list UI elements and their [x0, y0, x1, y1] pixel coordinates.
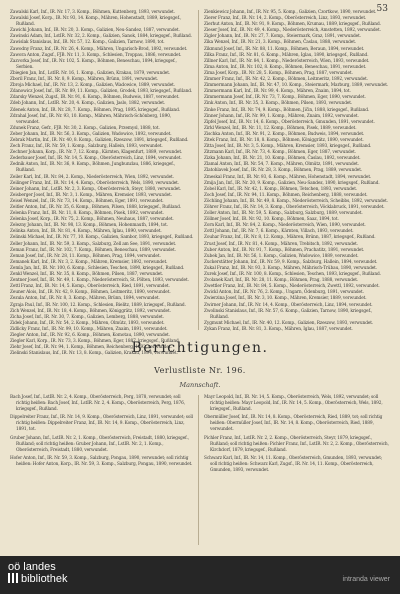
corrections-left — [10, 395, 195, 550]
list-entry: Zilka Franz, Inf., IR. Nr. 81, 6. Komp., Mähren, Iglau, 1890, kriegsgef., Rußland. — [204, 52, 369, 58]
list-entry: Zelezny Johann, Inf., IR. Nr. 98, 13. Komp., Böhmen, Hohenmauth, 1894, tot. — [10, 223, 168, 229]
list-entry: Zemla Jan, Inf., IR. Nr. 100, 6. Komp., Schlesien, Teschen, 1890, kriegsgef., Rußland. — [10, 265, 185, 271]
list-entry: Zeman Josef, Inf., IR. Nr. 28, 11. Komp., Böhmen, Prag, 1894, verwundet. — [10, 253, 161, 259]
list-entry: Zierer Franz, Inf., IR. Nr. 14, 2. Komp., Oberösterreich, Linz, 1893, verwundet. — [204, 16, 367, 22]
list-entry: Zmija Jan, Inf., IR. Nr. 20, 9. Komp., Galizien, Neu-Sandez, 1890, kriegsgef., Rußland. — [204, 180, 380, 186]
list-entry: Zinner Johann, Inf., IR. Nr. 99, 1. Komp., Mähren, Znaim, 1892, verwundet. — [204, 113, 359, 119]
list-entry: Zeber Johann, Inf., IR. Nr. 56, 3. Komp., Galizien, Wadowice, 1892, verwundet. — [10, 131, 172, 137]
list-entry: Zobel Karl, Inf., IR. Nr. 42, 1. Komp., Böhmen, Tetschen, 1893, verwundet. — [204, 186, 358, 192]
list-entry: Zierhut Anton, Inf., IR. Nr. 91, 9. Komp., Böhmen, Krumau, 1889, kriegsgef., Rußland. — [204, 22, 381, 28]
section-heading: Berichtigungen. — [131, 340, 269, 356]
list-entry: Zawora Anton, Zugsf., FJB. Nr. 11, 3. Komp., Schlesien, Troppau, 1886, verwundet. — [10, 52, 182, 58]
list-entry: Zelinka Anton, Inf., IR. Nr. 81, 4. Komp., Mähren, Iglau, 1890, verwundet. — [10, 229, 162, 235]
list-entry: Zeiler Karl, Inf., IR. Nr. 84, 2. Komp., Niederösterreich, Wien, 1892, verwundet. — [10, 174, 174, 180]
list-entry: Zawodny Franz, Inf., IR. Nr. 26, 4. Komp., Mähren, Ungarisch-Brod, 1892, verwundet. — [10, 46, 188, 52]
list-entry: Zelenka Josef, Korp., IR. Nr. 75, 2. Komp., Böhmen, Neuhaus, 1887, verwundet. — [10, 217, 174, 223]
list-entry: Zykan Franz, Inf., IR. Nr. 81, 3. Komp., Mähren, Iglau, 1887, verwundet. — [204, 326, 353, 332]
section-label: Mannschaft. — [179, 381, 221, 389]
list-entry: Zwolinski Stanislaus, Inf., IR. Nr. 57, 6. Komp., Galizien, Tarnow, 1890, kriegsgef., Rußland. — [204, 308, 373, 320]
list-entry: Zederbauer Josef, Inf., IR. Nr. 14, 5. Komp., Oberösterreich, Linz, 1894, verwundet. — [10, 156, 182, 162]
list-entry: Zischka Anton, Inf., IR. Nr. 91, 2. Komp., Böhmen, Budweis, 1894, verwundet. — [204, 131, 365, 137]
list-entry: Zdenek Anton, Inf., IR. Nr. 28, 7. Komp., Böhmen, Prag, 1895, kriegsgef., Rußland. — [10, 107, 180, 113]
list-entry: Zitzmann Karl, Inf., IR. Nr. 73, 4. Komp., Böhmen, Eger, 1887, verwundet. — [204, 150, 356, 156]
list-entry: Zimmermann Johann, Inf., IR. Nr. 47, 10. Komp., Steiermark, Marburg, 1889, verwundet. — [204, 83, 389, 89]
corrections-right — [204, 395, 390, 550]
list-entry: Zorn Karl, Inf., IR. Nr. 84, 2. Komp., Niederösterreich, Wien, 1890, verwundet. — [204, 223, 366, 229]
list-entry: Zettl Franz, Inf., IR. Nr. 14, 5. Komp., Oberösterreich, Ried, 1891, verwundet. — [10, 284, 170, 290]
list-entry: Zenkl Wenzel, Inf., IR. Nr. 35, 8. Komp., Böhmen, Pilsen, 1887, verwundet. — [10, 272, 164, 278]
viewer-label: intranda viewer — [342, 576, 390, 583]
list-entry: Zink Anton, Inf., IR. Nr. 35, 3. Komp., Böhmen, Pilsen, 1893, verwundet. — [204, 101, 353, 107]
list-entry: Zygmunt Michael, Inf., IR. Nr. 40, 12. Komp., Galizien, Rzeszow, 1893, verwundet. — [204, 320, 374, 326]
list-entry: Zienkiewicz Johann, Inf., IR. Nr. 95, 5. Komp., Galizien, Czortkow, 1890, verwundet. — [204, 10, 377, 15]
list-entry: Zemanek Karl, Inf., IR. Nr. 3, 2. Komp., Mähren, Kremsier, 1892, verwundet. — [10, 259, 168, 265]
page-number: 53 — [376, 4, 388, 14]
list-entry: Zimmermann Josef, Inf., IR. Nr. 73, 7. Komp., Böhmen, Eger, 1890, verwundet. — [204, 95, 366, 101]
list-entry: Zvolanek Karl, Inf., IR. Nr. 28, 11. Komp., Böhmen, Prag, 1888, verwundet. — [204, 278, 359, 284]
list-entry: Zawichi Johann, Inf., IR. Nr. 20, 3. Komp., Galizien, Neu-Sandez, 1887, verwundet. — [10, 28, 180, 34]
list-entry: Zitek Franz, Inf., IR. Nr. 18, 8. Komp., Böhmen, Königgrätz, 1890, verwundet. — [204, 137, 364, 143]
list-entry: Zieser Josef, Inf., IR. Nr. 49, 4. Komp., Niederösterreich, Amstetten, 1892, verwundet. — [204, 28, 381, 34]
list-entry: Zawinski Adam, Inf., LstIR. Nr. 32, 2. Komp., Galizien, Sanok, 1884, kriegsgef., Rußland. — [10, 34, 192, 40]
list-entry: Zima Anton, Inf., IR. Nr. 102, 8. Komp., Böhmen, Beneschau, 1891, verwundet. — [204, 64, 367, 70]
correction-entry: Schwarz Karl, Inf., IR. Nr. 14, 11. Komp., Oberösterreich, Gmunden, 1893, verwundet; soll richtig heißen: Schwarz Karl, Zugsf., IR. Nr. 14, 11. Komp., Oberösterreich, Gmunden, 1893, verwundet. — [204, 455, 383, 474]
list-entry: Zuckerstätter Johann, Inf., IR. Nr. 59, 9. Komp., Salzburg, Hallein, 1894, verwundet. — [204, 259, 378, 265]
list-entry: Zöhrer Franz, Inf., IR. Nr. 14, 3. Komp., Oberösterreich, Vöcklabruck, 1891, verwundet. — [204, 205, 385, 210]
list-entry: Zlamal Anton, Inf., IR. Nr. 54, 7. Komp., Mähren, Olmütz, 1891, verwundet. — [204, 162, 359, 168]
list-entry: Zgraja Paul, Inf., IR. Nr. 100, 12. Komp., Schlesien, Bielitz, 1889, kriegsgef., Rußland. — [10, 302, 186, 308]
list-entry: Zidlicky Franz, Inf., IR. Nr. 99, 10. Komp., Mähren, Znaim, 1891, verwundet. — [10, 326, 168, 332]
list-entry: Zukal Franz, Inf., IR. Nr. 93, 3. Komp., Mähren, Mährisch-Trübau, 1890, verwundet. — [204, 265, 378, 271]
list-entry: Zwirner Johann, Inf., IR. Nr. 14, 4. Komp., Oberösterreich, Linz, 1894, verwundet. — [204, 302, 373, 308]
section-subheading: Verlustliste Nr. 196. — [154, 366, 246, 375]
list-entry: Zelinski Michael, Inf., IR. Nr. 77, 10. Komp., Galizien, Sambor, 1893, kriegsgef., Rußland. — [10, 235, 194, 241]
correction-entry: Obermüller Josef, Inf., IR. Nr. 14, 8. Komp., Oberösterreich, Ried, 1889, tot; soll richtig heißen: Obermüller Josef, Inf., IR. Nr. 14, 8. Komp., Oberösterreich, Ried, 1889, verwundet. — [204, 415, 383, 433]
list-entry: Zelenka Franz, Inf., IR. Nr. 11, 8. Komp., Böhmen, Pisek, 1892, verwundet. — [10, 211, 164, 217]
list-entry: Zurek Josef, Inf., IR. Nr. 100, 8. Komp., Schlesien, Teschen, 1893, kriegsgef., Rußland. — [204, 272, 381, 278]
logo-line-1: oö landes — [8, 561, 56, 573]
list-entry: Zazvorka Josef, Inf., IR. Nr. 102, 5. Komp., Böhmen, Beneschau, 1894, kriegsgef., Serbien. — [10, 58, 177, 70]
list-entry: Zdunek Franz, Gefr., FJB. Nr. 30, 2. Komp., Galizien, Przemysl, 1888, tot. — [10, 125, 160, 131]
list-entry: Zboril Franz, Inf., IR. Nr. 8, 9. Komp., Mähren, Brünn, 1891, verwundet. — [10, 77, 159, 83]
list-entry: Zechner Johann, Korp., IR. Nr. 7, 12. Komp., Kärnten, Klagenfurt, 1889, verwundet. — [10, 150, 183, 156]
list-entry: Zillner Karl, Inf., IR. Nr. 84, 1. Komp., Niederösterreich, Wien, 1893, verwundet. — [204, 58, 370, 64]
column-top-right — [204, 10, 390, 332]
column-top-left — [10, 10, 195, 357]
list-entry: Zielinski Stanislaus, Inf., IR. Nr. 13, 8. Komp., Galizien, Krakau, 1894, verwundet. — [10, 351, 178, 357]
logo-line-2: bibliothek — [21, 573, 68, 585]
list-entry: Zicha Josef, Inf., IR. Nr. 30, 7. Komp., Galizien, Lemberg, 1888, verwundet. — [10, 314, 164, 320]
list-entry: Zeisberger Josef, Inf., IR. Nr. 3, 1. Komp., Mähren, Kremsier, 1893, verwundet. — [10, 192, 172, 198]
list-entry: Zedník Anton, Inf., IR. Nr. 36, 9. Komp., Böhmen, Jungbunzlau, 1886, kriegsgef., Rußland. — [10, 162, 176, 174]
correction-entry: Dippelreiter Franz, Inf., IR. Nr. 14, 9. Komp., Oberösterreich, Linz, 1891, verwundet; soll richtig heißen: Dippelreiter Franz, Inf., IR. Nr. 14, 9. Komp., Oberösterreich, Linz, 1891, tot. — [10, 415, 193, 433]
list-entry: Zubek Jan, Inf., IR. Nr. 56, 1. Komp., Galizien, Wadowice, 1889, verwundet. — [204, 253, 359, 259]
list-entry: Zipfel Josef, Inf., IR. Nr. 14, 6. Komp., Oberösterreich, Gmunden, 1891, verwundet. — [204, 119, 375, 125]
list-entry: Zidek Johann, Inf., IR. Nr. 54, 2. Komp., Mähren, Olmütz, 1893, verwundet. — [10, 320, 165, 326]
list-entry: Zeuner Alois, Inf., IR. Nr. 42, 9. Komp., Böhmen, Leitmeritz, 1890, verwundet. — [10, 290, 171, 296]
list-entry: Zawalski Josef, Korp., IR. Nr. 93, 14. Komp., Mähren, Hohenstadt, 1889, kriegsgef., Rußland. — [10, 16, 182, 28]
list-entry: Zawalski Karl, Inf., IR. Nr. 17, 3. Komp., Böhmen, Kuttenberg, 1893, verwundet. — [10, 10, 175, 15]
list-entry: Zdarsky Wenzel, Zugsf., IR. Nr. 91, 6. Komp., Böhmen, Budweis, 1887, verwundet. — [10, 95, 180, 101]
list-entry: Ziegler Anton, Inf., IR. Nr. 92, 6. Komp., Böhmen, Komotau, 1890, verwundet. — [10, 332, 170, 338]
list-entry: Zdrahal Josef, Inf., IR. Nr. 93, 10. Komp., Mähren, Mährisch-Schönberg, 1890, verwundet. — [10, 113, 172, 125]
correction-entry: Hofer Anton, Inf., IR. Nr. 59, 3. Komp., Salzburg, Pongau, 1890, verwundet; soll richtig heißen: Hofer Anton, Korp., IR. Nr. 59, 3. Komp., Salzburg, Pongau, 1890, verwundet. — [10, 455, 193, 467]
list-entry: Zwierzina Josef, Inf., IR. Nr. 3, 10. Komp., Mähren, Kremsier, 1889, verwundet. — [204, 296, 367, 302]
list-entry: Zbiegien Jan, Inf., LstIR. Nr. 16, 1. Komp., Galizien, Krakau, 1879, verwundet. — [10, 70, 171, 76]
column-divider-bottom — [198, 395, 199, 545]
list-entry: Zeller Johann, Inf., IR. Nr. 59, 3. Komp., Salzburg, Zell am See, 1891, verwundet. — [10, 241, 177, 247]
list-entry: Zimmer Franz, Inf., IR. Nr. 42, 2. Komp., Böhmen, Leitmeritz, 1892, verwundet. — [204, 77, 369, 83]
list-entry: Ziehr Josef, Inf., IR. Nr. 94, 1. Komp., Böhmen, Reichenberg, 1892, verwundet. — [10, 345, 172, 351]
list-entry: Zbroja Michael, Inf., IR. Nr. 13, 2. Komp., Galizien, Wadowice, 1889, verwundet. — [10, 83, 175, 89]
list-entry: Zeiner Johann, Inf., LstIR. Nr. 2, 3. Komp., Oberösterreich, Steyr, 1880, verwundet. — [10, 186, 182, 192]
library-logo[interactable] — [8, 561, 67, 585]
list-entry: Zitta Josef, Inf., IR. Nr. 3, 5. Komp., Mähren, Kremsier, 1893, kriegsgef., Rußland. — [204, 144, 372, 150]
list-entry: Zdanowicz Josef, Inf., IR. Nr. 89, 11. Komp., Galizien, Grodek, 1893, kriegsgef., Rußland. — [10, 89, 193, 95]
correction-entry: Gruber Johann, Inf., LstIR. Nr. 2, 1. Komp., Oberösterreich, Freistadt, 1880, kriegsgef., Rußland; soll richtig heißen: Gruber Johann, Inf., LstIR. Nr. 2, 1. Komp., Oberösterreich, Freistadt, 1880, verwundet. — [10, 435, 190, 453]
list-entry: Zöllner Josef, Inf., IR. Nr. 92, 10. Komp., Böhmen, Saaz, 1894, tot. — [204, 217, 339, 223]
list-entry: Zeman Franz, Inf., IR. Nr. 102, 7. Komp., Böhmen, Beneschau, 1889, verwundet. — [10, 247, 176, 253]
list-entry: Zigler Johann, Inf., IR. Nr. 27, 7. Komp., Steiermark, Graz, 1891, verwundet. — [204, 34, 362, 40]
correction-entry: Mayr Leopold, Inf., IR. Nr. 14, 5. Komp., Oberösterreich, Wels, 1892, verwundet; soll richtig heißen: Mayr Leopold, Inf., IR. Nr. 14, 5. Komp., Oberösterreich, Wels, 1892, kriegsgef., Rußland. — [204, 395, 383, 413]
list-entry: Zich Wenzel, Inf., IR. Nr. 18, 4. Komp., Böhmen, Königgrätz, 1892, verwundet. — [10, 308, 171, 314]
list-entry: Zezula Anton, Inf., IR. Nr. 8, 3. Komp., Mähren, Brünn, 1894, verwundet. — [10, 296, 160, 302]
list-entry: Zimmermann Karl, Inf., IR. Nr. 99, 4. Komp., Mähren, Znaim, 1894, tot. — [204, 89, 351, 95]
correction-entry: Bach Josef, Inf., LstIR. Nr. 2, 4. Komp., Oberösterreich, Perg, 1878, verwundet; soll richtig heißen: Bach Josef, Inf., LstIR. Nr. 2, 4. Komp., Oberösterreich, Perg, 1876, kriegsgef., Rußland. — [10, 395, 186, 413]
list-entry: Zentner Josef, Inf., IR. Nr. 49, 1. Komp., Niederösterreich, St. Pölten, 1893, verwundet. — [10, 278, 189, 284]
list-entry: Zeisel Wenzel, Inf., IR. Nr. 73, 14. Komp., Böhmen, Eger, 1891, verwundet. — [10, 198, 164, 204]
list-entry: Zima Josef, Korp., IR. Nr. 28, 5. Komp., Böhmen, Prag, 1887, verwundet. — [204, 70, 353, 76]
list-entry: Zöchling Johann, Inf., IR. Nr. 49, 8. Komp., Niederösterreich, Scheibbs, 1892, verwundet. — [204, 198, 388, 204]
list-entry: Zikmund Josef, Inf., IR. Nr. 88, 11. Komp., Böhmen, Beraun, 1894, verwundet. — [204, 46, 365, 52]
list-entry: Zwettler Franz, Inf., IR. Nr. 84, 5. Komp., Niederösterreich, Zwettl, 1892, verwundet. — [204, 284, 380, 290]
list-entry: Zech Franz, Inf., IR. Nr. 59, 1. Komp., Salzburg, Hallein, 1893, verwundet. — [10, 144, 163, 150]
list-entry: Zebrak Martin, Inf., IR. Nr. 40, 8. Komp., Galizien, Rzeszow, 1891, kriegsgef., Rußland. — [10, 137, 189, 143]
list-entry: Zirkl Wenzel, Inf., IR. Nr. 11, 12. Komp., Böhmen, Pisek, 1889, verwundet. — [204, 125, 357, 131]
list-entry: Zoller Anton, Inf., IR. Nr. 59, 5. Komp., Salzburg, Salzburg, 1889, verwundet. — [204, 211, 363, 217]
list-entry: Zika Wenzel, Inf., IR. Nr. 21, 3. Komp., Böhmen, Časlau, 1888, verwundet. — [204, 40, 357, 46]
list-entry: Zuber Anton, Inf., IR. Nr. 91, 7. Komp., Böhmen, Prachatitz, 1891, verwundet. — [204, 247, 365, 253]
list-entry: Zdeb Johann, Inf., LstIR. Nr. 20, 4. Komp., Galizien, Jaslo, 1882, verwundet. — [10, 101, 166, 107]
correction-entry: Pichler Franz, Inf., LstIR. Nr. 2, 2. Komp., Oberösterreich, Steyr, 1879, kriegsgef., Rußland; soll richtig heißen: Pichler Franz, Inf., LstIR. Nr. 2, 2. Komp., Oberösterreich, Kirchdorf, 1879, kriegsgef., Rußland. — [204, 435, 389, 453]
list-entry: Zizka Johann, Inf., IR. Nr. 21, 10. Komp., Böhmen, Časlau, 1892, verwundet. — [204, 156, 361, 162]
logo-bars-icon — [8, 573, 18, 583]
list-entry: Ziegler Karl, Korp., IR. Nr. 73, 3. Komp., Böhmen, Eger, 1887, kriegsgef., Rußland. — [10, 339, 180, 345]
column-divider — [198, 10, 199, 330]
list-entry: Zeilinger Franz, Inf., IR. Nr. 14, 4. Komp., Oberösterreich, Wels, 1890, verwundet. — [10, 180, 180, 186]
list-entry: Zinke Franz, Inf., IR. Nr. 74, 9. Komp., Böhmen, Jičin, 1888, kriegsgef., Rußland. — [204, 107, 370, 113]
list-entry: Zlatohlavek Josef, Inf., IR. Nr. 28, 3. Komp., Böhmen, Prag, 1889, verwundet. — [204, 168, 363, 174]
list-entry: Zawislak Stanislaus, Inf., IR. Nr. 57, 12. Komp., Galizien, Tarnow, 1890, tot. — [10, 40, 165, 46]
list-entry: Zwickl Anton, Inf., IR. Nr. 76, 2. Komp., Ungarn, Ödenburg, 1891, verwundet. — [204, 290, 364, 296]
list-entry: Zouhar Franz, Inf., IR. Nr. 8, 12. Komp., Mähren, Brünn, 1887, kriegsgef., Rußland. — [204, 235, 376, 241]
list-entry: Zeitler Anton, Inf., IR. Nr. 35, 6. Komp., Böhmen, Pilsen, 1888, kriegsgef., Rußland. — [10, 205, 181, 210]
list-entry: Zmeskal Franz, Inf., IR. Nr. 93, 6. Komp., Mähren, Hohenstadt, 1894, verwundet. — [204, 174, 372, 180]
list-entry: Zoch Josef, Inf., IR. Nr. 94, 11. Komp., Böhmen, Reichenberg, 1888, verwundet. — [204, 192, 368, 198]
list-entry: Zottl Johann, Inf., IR. Nr. 7, 6. Komp., Kärnten, Villach, 1893, verwundet. — [204, 229, 354, 235]
list-entry: Zrust Josef, Inf., IR. Nr. 81, 4. Komp., Mähren, Trebitsch, 1892, verwundet. — [204, 241, 359, 247]
